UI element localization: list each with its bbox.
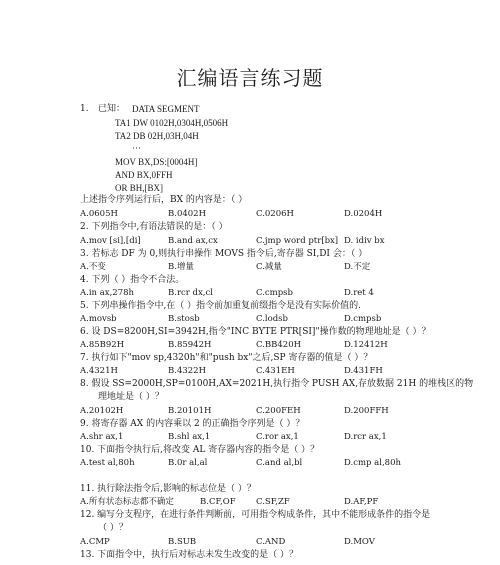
q4-option-b: B.rcr dx,cl bbox=[168, 288, 213, 298]
q9-option-b: B.shl ax,1 bbox=[168, 432, 211, 442]
q11-text: 11. 执行除法指令后,影响的标志位是（ ）？ bbox=[80, 484, 256, 494]
q2-option-d: D. idiv bx bbox=[344, 236, 385, 246]
q8-text-line-1: 8. 假设 SS=2000H,SP=0100H,AX=2021H,执行指令 PUSH AX,存放数据 21H 的堆栈区的物 bbox=[80, 379, 474, 389]
q1-code-line-4: ··· bbox=[132, 143, 141, 153]
q1-option-b: B.0402H bbox=[168, 209, 206, 219]
q12-option-a: A.CMP bbox=[80, 537, 110, 547]
q10-option-a: A.test al,80h bbox=[80, 458, 135, 468]
q12-text-line-2: （ ）？ bbox=[98, 523, 128, 533]
q11-option-a: A.所有状态标志都不确定 bbox=[80, 497, 174, 507]
q8-option-d: D.200FFH bbox=[344, 406, 389, 416]
q4-option-d: D.ret 4 bbox=[344, 288, 374, 298]
q1-option-d: D.0204H bbox=[344, 209, 383, 219]
q1-code-line-2: TA1 DW 0102H,0304H,0506H bbox=[115, 118, 229, 128]
q2-option-c: C.jmp word ptr[bx] bbox=[256, 236, 339, 246]
q6-option-a: A.85B92H bbox=[80, 340, 125, 350]
q3-option-b: B.增量 bbox=[168, 262, 194, 272]
q1-code-line-5: MOV BX,DS:[0004H] bbox=[115, 157, 198, 167]
q1-intro: 已知： bbox=[98, 104, 126, 114]
q9-option-d: D.rcr ax,1 bbox=[344, 432, 387, 442]
q11-option-b: B.CF,OF bbox=[200, 497, 236, 507]
q10-text: 10. 下面指令执行后,将改变 AL 寄存器内容的指令是（ ）？ bbox=[80, 445, 320, 455]
q12-text-line-1: 12. 编写分支程序，在进行条件判断前，可用指令构成条件，其中不能形成条件的指令是 bbox=[80, 510, 431, 520]
q1-code-line-7: OR BH,[BX] bbox=[115, 183, 164, 193]
q8-option-a: A.20102H bbox=[80, 406, 124, 416]
q6-text: 6. 设 DS=8200H,SI=3942H,指令"INC BYTE PTR[SI]"操作数的物理地址是（ ）？ bbox=[80, 327, 431, 337]
q3-option-d: D.不定 bbox=[344, 262, 371, 272]
q10-option-d: D.cmp al,80h bbox=[344, 458, 401, 468]
q6-option-b: B.85942H bbox=[168, 340, 212, 350]
q7-option-b: B.4322H bbox=[168, 366, 206, 376]
q10-option-c: C.and al,bl bbox=[256, 458, 303, 468]
q5-option-a: A.movsb bbox=[80, 314, 117, 324]
q9-option-a: A.shr ax,1 bbox=[80, 432, 124, 442]
q9-text: 9. 将寄存器 AX 的内容乘以 2 的正确指令序列是（ ）？ bbox=[80, 419, 305, 429]
q11-option-c: C.SF,ZF bbox=[256, 497, 290, 507]
q1-code-line-3: TA2 DB 02H,03H,04H bbox=[115, 131, 199, 141]
q8-option-b: B.20101H bbox=[168, 406, 212, 416]
q8-text-line-2: 理地址是（ ）？ bbox=[98, 392, 164, 402]
q6-option-d: D.12412H bbox=[344, 340, 388, 350]
q5-option-d: D.cmpsb bbox=[344, 314, 382, 324]
q7-option-c: C.431EH bbox=[256, 366, 295, 376]
q12-option-d: D.MOV bbox=[344, 537, 375, 547]
q11-option-d: D.AF,PF bbox=[344, 497, 379, 507]
q5-option-c: C.lodsb bbox=[256, 314, 288, 324]
q7-option-a: A.4321H bbox=[80, 366, 118, 376]
q1-code-line-1: DATA SEGMENT bbox=[132, 104, 200, 114]
q13-text: 13. 下面指令中，执行后对标志未发生改变的是（ ）？ bbox=[80, 550, 299, 560]
q6-option-c: C.BB420H bbox=[256, 340, 302, 350]
q3-option-a: A.不变 bbox=[80, 262, 106, 272]
q7-text: 7. 执行如下"mov sp,4320h"和"push bx"之后,SP 寄存器的值是（ ）？ bbox=[80, 353, 373, 363]
q10-option-b: B.0r al,al bbox=[168, 458, 208, 468]
q5-text: 5. 下列串操作指令中,在（ ）指令前加重复前缀指令是没有实际价值的. bbox=[80, 301, 362, 311]
q1-number: 1. bbox=[80, 104, 89, 114]
q4-option-c: C.cmpsb bbox=[256, 288, 293, 298]
q2-text: 2. 下列指令中,有语法错误的是：（ ） bbox=[80, 222, 228, 232]
q12-option-c: C.AND bbox=[256, 537, 286, 547]
q1-option-c: C.0206H bbox=[256, 209, 294, 219]
q8-option-c: C.200FEH bbox=[256, 406, 301, 416]
q3-option-c: C.减量 bbox=[256, 262, 282, 272]
q1-question: 上述指令序列运行后，BX 的内容是：（ ） bbox=[80, 195, 248, 205]
q7-option-d: D.431FH bbox=[344, 366, 383, 376]
q12-option-b: B.SUB bbox=[168, 537, 197, 547]
q9-option-c: C.ror ax,1 bbox=[256, 432, 299, 442]
q1-option-a: A.0605H bbox=[80, 209, 118, 219]
q4-text: 4. 下列（ ）指令不合法。 bbox=[80, 275, 185, 285]
q1-code-line-6: AND BX,0FFH bbox=[115, 170, 173, 180]
q5-option-b: B.stosb bbox=[168, 314, 200, 324]
q2-option-b: B.and ax,cx bbox=[168, 236, 218, 246]
page-title: 汇编语言练习题 bbox=[176, 66, 324, 90]
q2-option-a: A.mov [si],[di] bbox=[80, 236, 141, 246]
q4-option-a: A.in ax,278h bbox=[80, 288, 134, 298]
q3-text: 3. 若标志 DF 为 0,则执行串操作 MOVS 指令后,寄存器 SI,DI 会：（ ） bbox=[80, 249, 368, 259]
